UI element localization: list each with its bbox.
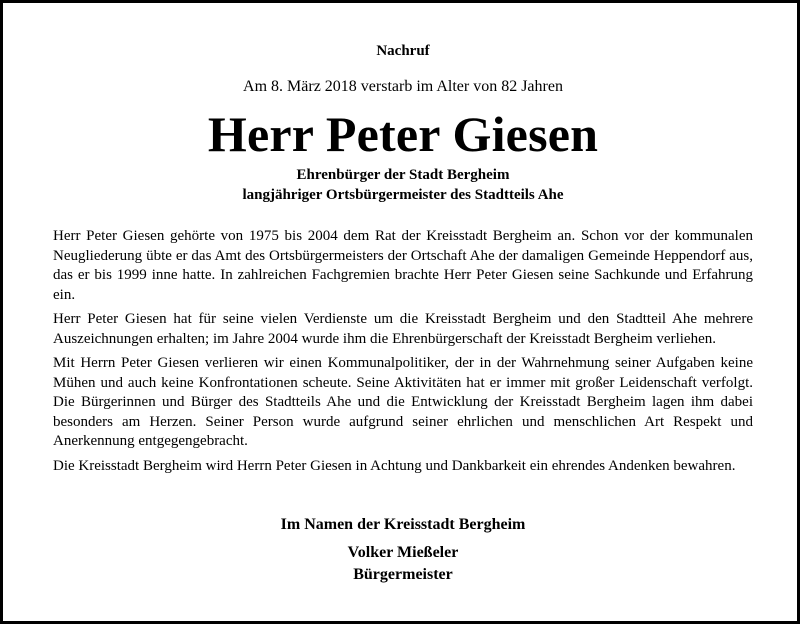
obituary-body bbox=[53, 227, 753, 481]
signature-on-behalf: Im Namen der Kreisstadt Bergheim bbox=[280, 516, 526, 533]
paragraph-1: Herr Peter Giesen gehörte von 1975 bis 2004 dem Rat der Kreisstadt Bergheim an. Schon vor der kommunalen Neugliederung übte er das Amt des Ortsbürgermeisters der Ortschaft Ahe der damaligen Gemeinde Heppendorf aus, das er bis 1999 inne hatte. In zahlreichen Fachgremien brachte Herr Peter Giesen seine Sachkunde und Erfahrung ein. bbox=[53, 228, 753, 303]
paragraph-2: Herr Peter Giesen hat für seine vielen Verdienste um die Kreisstadt Bergheim und den Stadtteil Ahe mehrere Auszeichnungen erhalten; im Jahre 2004 wurde ihm die Ehrenbürgerschaft der Kreisstadt Bergheim verliehen. bbox=[53, 311, 753, 347]
signature-title: Bürgermeister bbox=[353, 566, 453, 583]
notice-label: Nachruf bbox=[376, 43, 430, 59]
deceased-name: Herr Peter Giesen bbox=[207, 106, 599, 162]
honor-title-1: Ehrenbürger der Stadt Bergheim bbox=[296, 167, 510, 183]
paragraph-4: Die Kreisstadt Bergheim wird Herrn Peter Giesen in Achtung und Dankbarkeit ein ehrendes Andenken bewahren. bbox=[53, 457, 736, 474]
honor-title-2: langjähriger Ortsbürgermeister des Stadtteils Ahe bbox=[242, 187, 564, 203]
signature-name: Volker Mießeler bbox=[347, 544, 459, 561]
death-date-line: Am 8. März 2018 verstarb im Alter von 82 Jahren bbox=[243, 78, 563, 95]
paragraph-3: Mit Herrn Peter Giesen verlieren wir einen Kommunalpolitiker, der in der Wahrnehmung seiner Aufgaben keine Mühen und auch keine Konfrontationen scheute. Seine Aktivitäten hat er immer mit großer Leidenschaft verfolgt. Die Bürgerinnen und Bürger des Stadtteils Ahe und die Entwicklung der Kreisstadt Bergheim lagen ihm dabei besonders am Herzen. Seiner Person wurde aufgrund seiner ehrlichen und menschlichen Art Respekt und Anerkennung entgegengebracht. bbox=[53, 355, 753, 449]
